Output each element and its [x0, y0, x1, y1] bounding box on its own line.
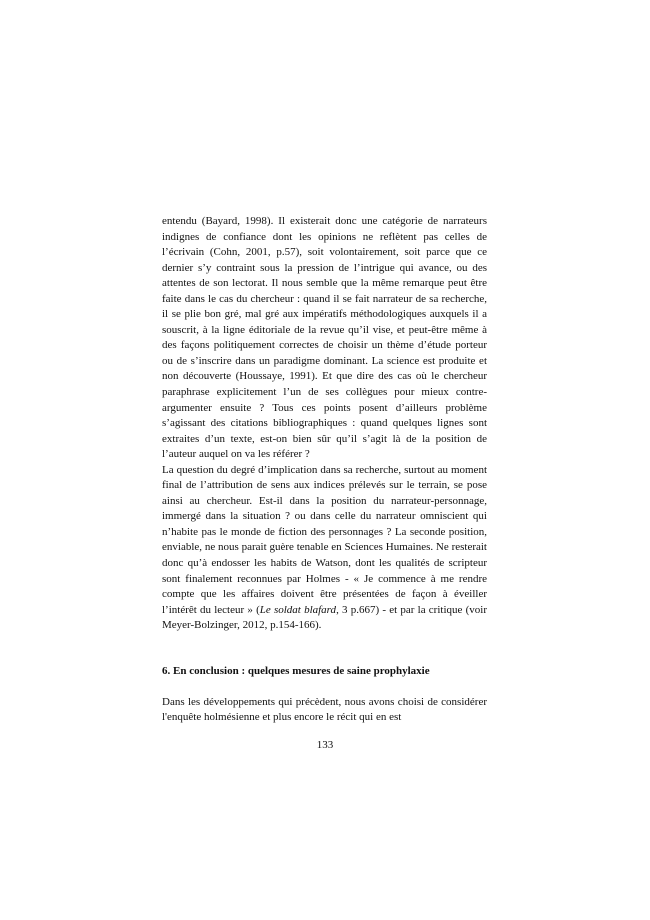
paragraph-text: , 3 p.667) - et par la critique (voir Meyer-Bolzinger, 2012, p.154-166).: [162, 603, 487, 632]
body-paragraph: entendu (Bayard, 1998). Il existerait donc une catégorie de narrateurs indignes de confiance dont les opinions ne reflètent pas celles de l’écrivain (Cohn, 2001, p.57), soit volontairement, soit parce que ce dernier s’y contraint sous la pression de l’intrigue qui avance, ou des attentes de son lectorat. Il nous semble que la même remarque peut être faite dans le cas du chercheur : quand il se fait narrateur de sa recherche, il se plie bon gré, mal gré aux impératifs méthodologiques auxquels il a souscrit, à la ligne éditoriale de la revue qu’il vise, et peut-être même à des façons politiquement correctes de choisir un thème d’étude porteur ou de s’inscrire dans un paradigme dominant. La science est produite et non découverte (Houssaye, 1991). Et que dire des cas où le chercheur paraphrase explicitement l’un de ses collègues pour mieux contre-argumenter ensuite ? Tous ces points posent d’ailleurs problème s’agissant des citations bibliographiques : quand quelques lignes sont extraites d’un texte, est-on bien sûr qu’il s’agit là de la position de l’auteur auquel on va les référer ?: [162, 215, 487, 461]
text-column: [162, 214, 487, 726]
book-title: Le soldat blafard: [259, 603, 337, 616]
body-paragraph: [162, 463, 487, 634]
body-paragraph: Dans les développements qui précèdent, nous avons choisi de considérer l'enquête holmésienne et plus encore le récit qui en est: [162, 695, 487, 724]
paragraph-text: La question du degré d’implication dans sa recherche, surtout au moment final de l’attribution de sens aux indices prélevés sur le terrain, se pose ainsi au chercheur. Est-il dans la position du narrateur-personnage, immergé dans la situation ? ou dans celle du narrateur omniscient qui n’habite pas le monde de fiction des personnages ? La seconde position, enviable, ne nous parait guère tenable en Sciences Humaines. Ne resterait donc qu’à endosser les habits de Watson, dont les qualités de scripteur sont finalement reconnues par Holmes - « Je commence à me rendre compte que les affaires doivent être présentées de façon à éveiller l’intérêt du lecteur » (: [162, 463, 487, 616]
page-number: 133: [316, 739, 334, 751]
section-heading: 6. En conclusion : quelques mesures de saine prophylaxie: [162, 664, 430, 677]
